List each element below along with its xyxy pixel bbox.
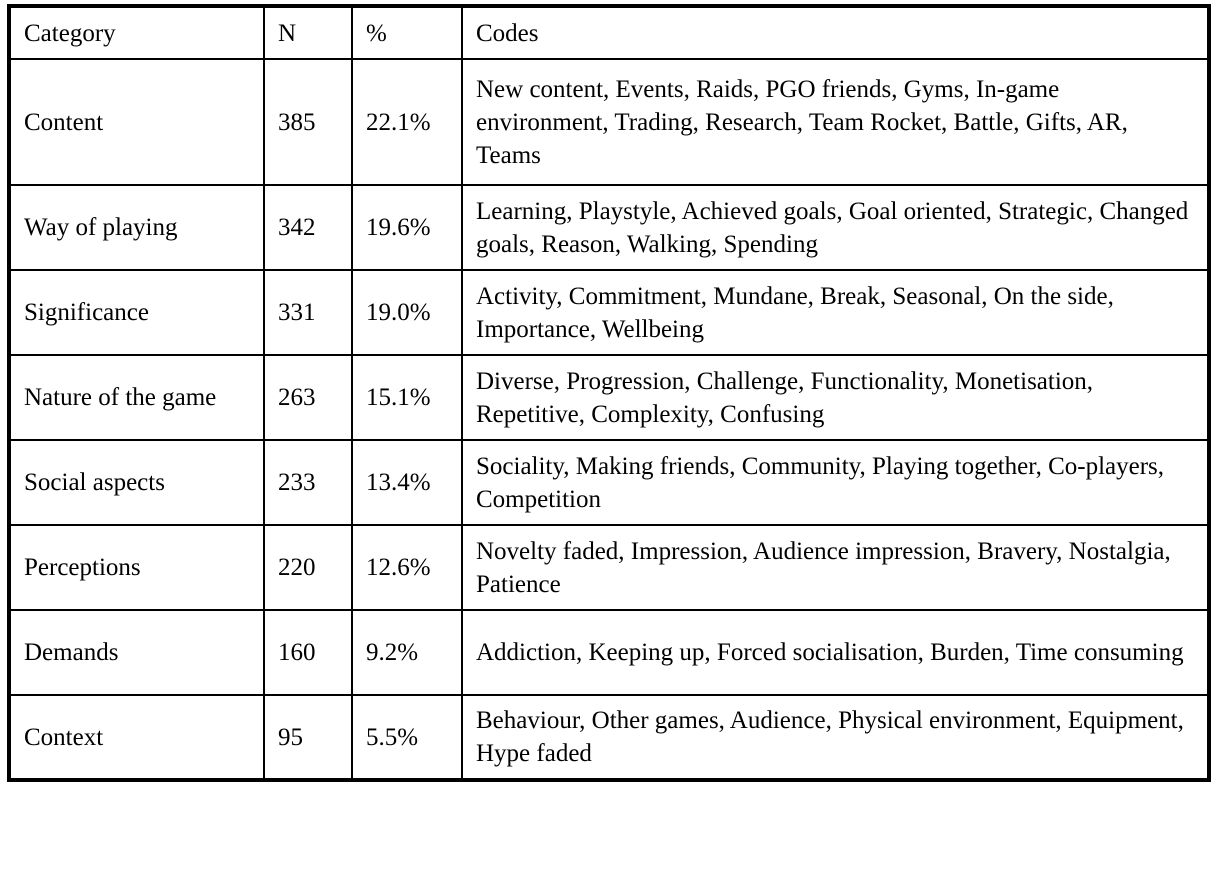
percent-cell: 19.6%	[352, 185, 462, 270]
n-cell: 263	[264, 355, 352, 440]
table-header-row	[9, 6, 1209, 59]
table-row	[9, 610, 1209, 695]
column-header-n: N	[264, 6, 352, 59]
category-cell: Way of playing	[9, 185, 264, 270]
table-row	[9, 525, 1209, 610]
n-cell: 233	[264, 440, 352, 525]
percent-cell: 5.5%	[352, 695, 462, 780]
category-cell: Demands	[9, 610, 264, 695]
codes-cell: New content, Events, Raids, PGO friends, Gyms, In-game environment, Trading, Research, Team Rocket, Battle, Gifts, AR, Teams	[462, 59, 1209, 185]
n-cell: 95	[264, 695, 352, 780]
percent-cell: 13.4%	[352, 440, 462, 525]
percent-cell: 22.1%	[352, 59, 462, 185]
category-codes-table	[7, 4, 1211, 782]
column-header-category: Category	[9, 6, 264, 59]
codes-cell: Sociality, Making friends, Community, Playing together, Co-players, Competition	[462, 440, 1209, 525]
table-row	[9, 695, 1209, 780]
table-row	[9, 355, 1209, 440]
codes-cell: Addiction, Keeping up, Forced socialisation, Burden, Time consuming	[462, 610, 1209, 695]
n-cell: 385	[264, 59, 352, 185]
category-cell: Significance	[9, 270, 264, 355]
n-cell: 160	[264, 610, 352, 695]
column-header-percent: %	[352, 6, 462, 59]
table-row	[9, 440, 1209, 525]
percent-cell: 9.2%	[352, 610, 462, 695]
n-cell: 342	[264, 185, 352, 270]
table-row	[9, 185, 1209, 270]
percent-cell: 15.1%	[352, 355, 462, 440]
percent-cell: 12.6%	[352, 525, 462, 610]
table-row	[9, 270, 1209, 355]
category-cell: Content	[9, 59, 264, 185]
category-cell: Nature of the game	[9, 355, 264, 440]
table-body	[9, 59, 1209, 780]
category-cell: Context	[9, 695, 264, 780]
category-cell: Social aspects	[9, 440, 264, 525]
codes-cell: Behaviour, Other games, Audience, Physical environment, Equipment, Hype faded	[462, 695, 1209, 780]
codes-cell: Learning, Playstyle, Achieved goals, Goal oriented, Strategic, Changed goals, Reason, Walking, Spending	[462, 185, 1209, 270]
codes-cell: Diverse, Progression, Challenge, Functionality, Monetisation, Repetitive, Complexity, Confusing	[462, 355, 1209, 440]
category-codes-table-container	[7, 4, 1211, 782]
n-cell: 331	[264, 270, 352, 355]
table-row	[9, 59, 1209, 185]
category-cell: Perceptions	[9, 525, 264, 610]
column-header-codes: Codes	[462, 6, 1209, 59]
n-cell: 220	[264, 525, 352, 610]
codes-cell: Novelty faded, Impression, Audience impression, Bravery, Nostalgia, Patience	[462, 525, 1209, 610]
percent-cell: 19.0%	[352, 270, 462, 355]
codes-cell: Activity, Commitment, Mundane, Break, Seasonal, On the side, Importance, Wellbeing	[462, 270, 1209, 355]
